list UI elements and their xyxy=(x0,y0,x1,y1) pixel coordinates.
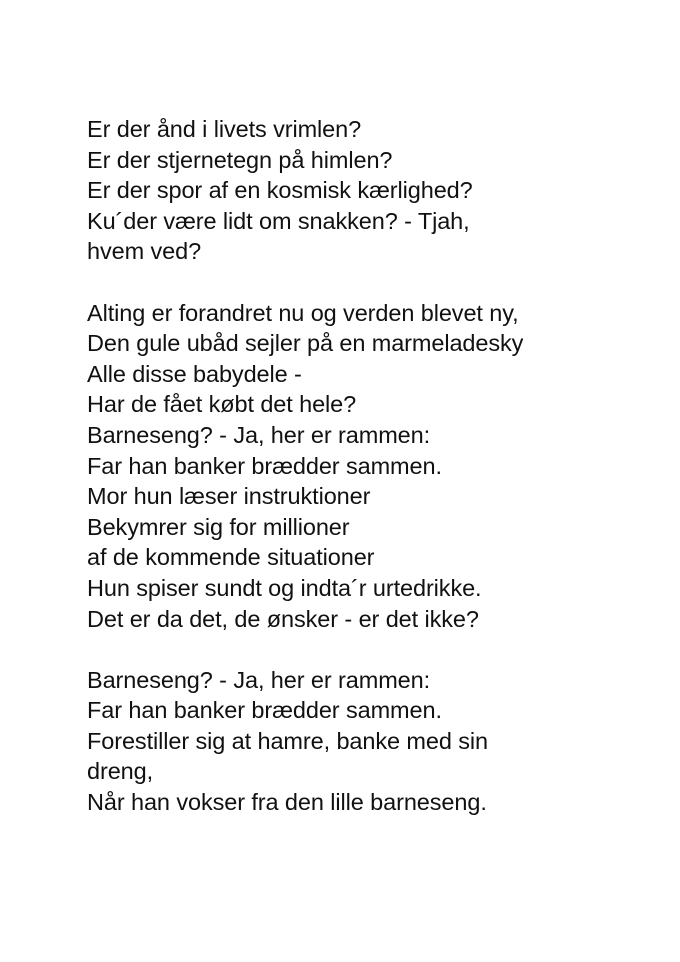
poem-line: dreng, xyxy=(87,758,154,785)
poem-line: Det er da det, de ønsker - er det ikke? xyxy=(87,605,479,632)
poem-line: Har de fået købt det hele? xyxy=(87,391,357,418)
poem-line: Ku´der være lidt om snakken? - Tjah, xyxy=(87,207,470,234)
poem-line: Far han banker brædder sammen. xyxy=(87,697,442,724)
stanza-2 xyxy=(87,298,667,635)
poem-line: Bekymrer sig for millioner xyxy=(87,513,350,540)
poem-line: Alle disse babydele - xyxy=(87,360,302,387)
poem-line: Er der ånd i livets vrimlen? xyxy=(87,116,362,142)
poem-line: Barneseng? - Ja, her er rammen: xyxy=(87,666,431,693)
poem-line: af de kommende situationer xyxy=(87,544,375,571)
stanza-3 xyxy=(87,665,667,818)
poem-line: Er der stjernetegn på himlen? xyxy=(87,146,393,173)
poem-line: Når han vokser fra den lille barneseng. xyxy=(87,789,487,816)
poem-line: Alting er forandret nu og verden blevet ny, xyxy=(87,299,519,326)
poem-text xyxy=(87,114,667,818)
poem-line: hvem ved? xyxy=(87,238,202,265)
poem-line: Barneseng? - Ja, her er rammen: xyxy=(87,421,431,448)
poem-line: Er der spor af en kosmisk kærlighed? xyxy=(87,177,473,204)
stanza-1 xyxy=(87,114,667,267)
poem-line: Den gule ubåd sejler på en marmeladesky xyxy=(87,330,524,357)
poem-line: Forestiller sig at hamre, banke med sin xyxy=(87,727,488,754)
poem-line: Hun spiser sundt og indta´r urtedrikke. xyxy=(87,574,482,601)
poem-line: Mor hun læser instruktioner xyxy=(87,483,371,510)
poem-line: Far han banker brædder sammen. xyxy=(87,452,442,479)
